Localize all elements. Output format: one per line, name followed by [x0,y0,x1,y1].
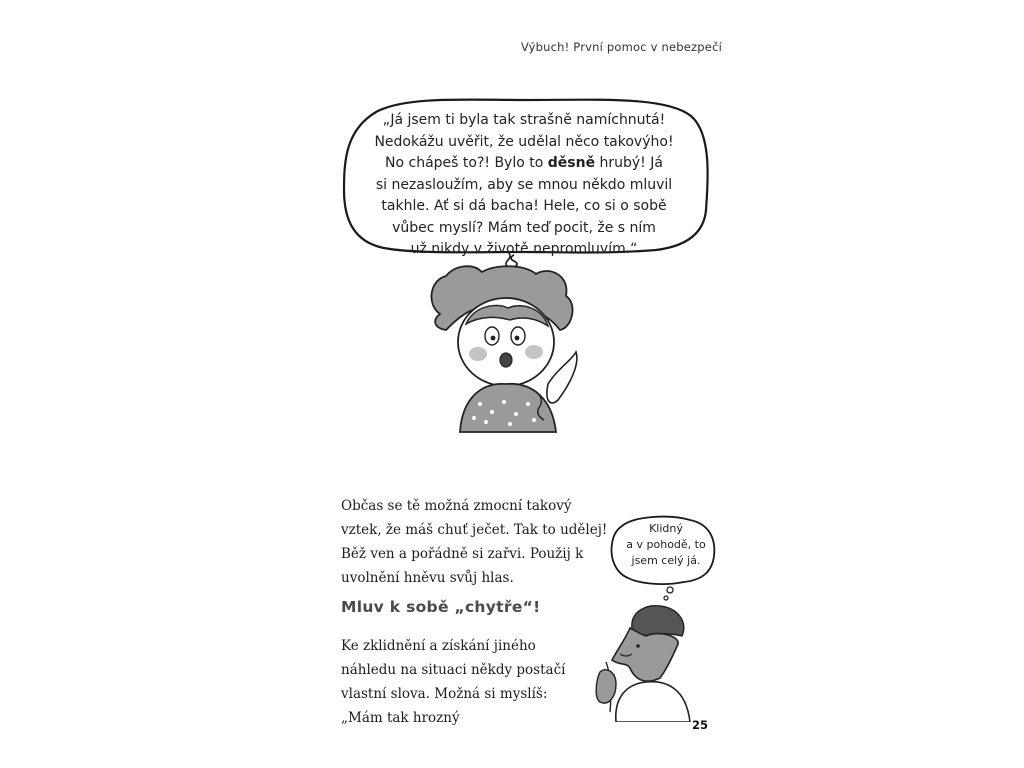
small-bubble-text [618,521,714,569]
bubble-line-2: Nedokážu uvěřit, že udělal něco takovýho! [374,133,674,150]
emphasis-word: děsně [547,155,596,171]
running-header: Výbuch! První pomoc v nebezpečí [520,40,722,54]
small-bubble-line-2: a v pohodě, to [626,538,706,551]
bubble-line-1: „Já jsem ti byla tak strašně namíchnutá! [382,112,666,128]
body-paragraph-1: Občas se tě možná zmocní takový vztek, že máš chuť ječet. Tak to udělej! Běž ven a pořádně si zařvi. Použij k uvolnění hněvu svůj hlas. [341,498,608,586]
bubble-line-6: vůbec myslí? Mám teď pocit, že s ním [392,219,656,236]
small-bubble-line-3: jsem celý já. [631,554,701,567]
page-number: 25 [691,718,708,732]
bubble-line-4: si nezasloužím, aby se mnou někdo mluvil [375,176,673,193]
bubble-line-5: takhle. Ať si dá bacha! Hele, co si o sobě [381,198,667,214]
bubble-line-3: No chápeš to?! Bylo to děsně hrubý! Já [385,155,663,171]
small-bubble-line-1: Klidný [649,522,683,535]
bubble-line-7: už nikdy v životě nepromluvím.“ [410,241,638,257]
section-subheading: Mluv k sobě „chytře“! [341,598,541,616]
body-paragraph-2: Ke zklidnění a získání jiného náhledu na situaci někdy postačí vlastní slova. Možná si myslíš: „Mám tak hrozný [341,638,566,726]
angry-girl-illustration [420,244,590,434]
thought-bubble-text [356,110,692,261]
